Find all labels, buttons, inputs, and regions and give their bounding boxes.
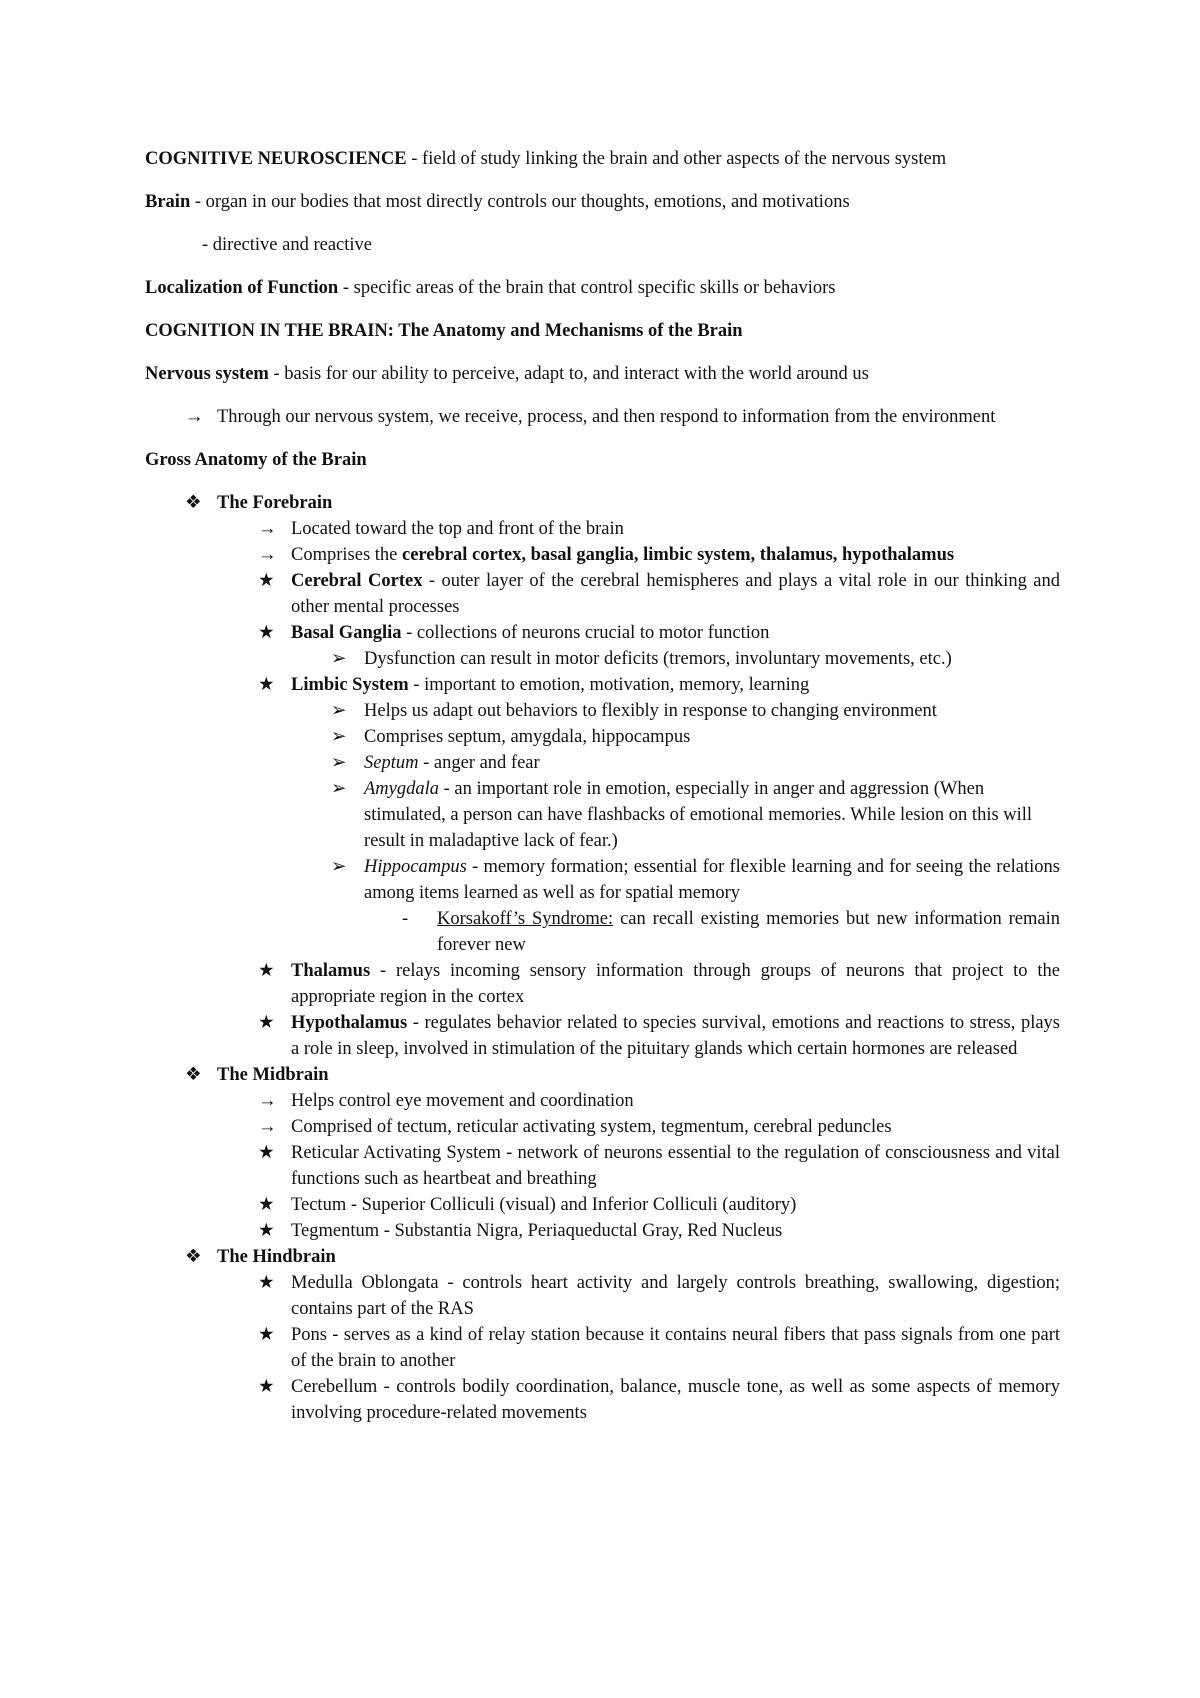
list-item xyxy=(145,646,1060,672)
localization-definition xyxy=(145,275,1060,301)
star-icon: ★ xyxy=(258,961,275,981)
list-item xyxy=(145,672,1060,698)
term: Localization of Function xyxy=(145,278,339,298)
list-item xyxy=(145,750,1060,776)
definition: - specific areas of the brain that control specific skills or behaviors xyxy=(338,278,836,298)
list-item xyxy=(145,1192,1060,1218)
term: Brain xyxy=(145,192,191,212)
list-item xyxy=(145,698,1060,724)
list-item xyxy=(145,1374,1060,1426)
list-item-text xyxy=(291,958,1060,1010)
definition: - organ in our bodies that most directly controls our thoughts, emotions, and motivations xyxy=(190,192,850,212)
list-item xyxy=(145,776,1060,854)
list-item xyxy=(145,1010,1060,1062)
definition: - regulates behavior related to species survival, emotions and reactions to stress, plays a role in sleep, involved in stimulation of the pituitary glands which certain hormones are released xyxy=(291,1013,1060,1059)
star-icon: ★ xyxy=(258,675,275,695)
star-icon: ★ xyxy=(258,1273,275,1293)
gross-anatomy-heading: Gross Anatomy of the Brain xyxy=(145,450,367,470)
list-item-text: Reticular Activating System - network of neurons essential to the regulation of consciousness and vital functions such as heartbeat and breathing xyxy=(291,1143,1060,1189)
list-item xyxy=(145,1322,1060,1374)
term: Limbic System xyxy=(291,675,409,695)
forebrain-heading xyxy=(145,490,1060,516)
section-heading: COGNITION IN THE BRAIN: The Anatomy and Mechanisms of the Brain xyxy=(145,321,743,341)
list-item xyxy=(145,568,1060,620)
list-item xyxy=(145,958,1060,1010)
diamond-icon: ❖ xyxy=(185,493,202,513)
definition: - outer layer of the cerebral hemispheres and plays a vital role in our thinking and other mental processes xyxy=(291,571,1060,617)
section-title: The Midbrain xyxy=(217,1065,329,1085)
list-item-text xyxy=(364,750,1060,776)
chevron-icon: ➢ xyxy=(331,727,347,747)
list-item-text xyxy=(291,542,1060,568)
arrow-icon: → xyxy=(258,519,277,539)
arrow-icon: → xyxy=(258,1117,277,1137)
list-item xyxy=(145,906,1060,958)
list-item-text: Helps us adapt out behaviors to flexibly in response to changing environment xyxy=(364,701,937,721)
list-item xyxy=(145,620,1060,646)
list-item-text: Comprises septum, amygdala, hippocampus xyxy=(364,727,691,747)
term: Septum xyxy=(364,753,419,773)
list-item-text: Tectum - Superior Colliculi (visual) and Inferior Colliculi (auditory) xyxy=(291,1195,797,1215)
list-item xyxy=(145,1140,1060,1192)
list-item xyxy=(145,724,1060,750)
list-item xyxy=(145,1270,1060,1322)
term: Korsakoff’s Syndrome: xyxy=(437,909,614,929)
chevron-icon: ➢ xyxy=(331,753,347,773)
term: COGNITIVE NEUROSCIENCE xyxy=(145,149,407,169)
list-item-text: Medulla Oblongata - controls heart activity and largely controls breathing, swallowing, digestion; contains part of the RAS xyxy=(291,1273,1060,1319)
star-icon: ★ xyxy=(258,1221,275,1241)
list-item xyxy=(145,542,1060,568)
diamond-icon: ❖ xyxy=(185,1065,202,1085)
list-item xyxy=(145,404,1060,430)
list-item-text: Helps control eye movement and coordination xyxy=(291,1091,634,1111)
term: Amygdala xyxy=(364,779,440,799)
arrow-icon: → xyxy=(258,1091,277,1111)
definition: - basis for our ability to perceive, adapt to, and interact with the world around us xyxy=(268,364,869,384)
term: Nervous system xyxy=(145,364,269,384)
list-item-text xyxy=(291,620,1060,646)
definition: - field of study linking the brain and other aspects of the nervous system xyxy=(406,149,947,169)
star-icon: ★ xyxy=(258,571,275,591)
star-icon: ★ xyxy=(258,1013,275,1033)
definition: - anger and fear xyxy=(418,753,540,773)
definition: - relays incoming sensory information through groups of neurons that project to the appropriate region in the cortex xyxy=(291,961,1060,1007)
definition: - important to emotion, motivation, memory, learning xyxy=(408,675,810,695)
list-item-text: Located toward the top and front of the brain xyxy=(291,519,624,539)
star-icon: ★ xyxy=(258,1325,275,1345)
list-item-text xyxy=(291,672,1060,698)
bold-text: cerebral cortex, basal ganglia, limbic system, thalamus, hypothalamus xyxy=(402,545,955,565)
definition: - an important role in emotion, especially in anger and aggression (When stimulated, a person can have flashbacks of emotional memories. While lesion on this will result in maladaptive lack of fear.) xyxy=(364,779,1033,851)
definition: - collections of neurons crucial to motor function xyxy=(401,623,770,643)
definition: can recall existing memories but new information remain forever new xyxy=(437,909,1060,955)
definition: - memory formation; essential for flexible learning and for seeing the relations among items learned as well as for spatial memory xyxy=(364,857,1060,903)
list-item xyxy=(145,1114,1060,1140)
cognitive-neuroscience-definition xyxy=(145,146,1060,172)
list-item xyxy=(145,1218,1060,1244)
list-item-text xyxy=(291,1010,1060,1062)
list-item-text: Tegmentum - Substantia Nigra, Periaqueductal Gray, Red Nucleus xyxy=(291,1221,783,1241)
text-prefix: Comprises the xyxy=(291,545,402,565)
term: Thalamus xyxy=(291,961,371,981)
chevron-icon: ➢ xyxy=(331,649,347,669)
list-item-text xyxy=(437,906,1060,958)
list-item-text xyxy=(364,776,1060,854)
list-item-text: Comprised of tectum, reticular activating system, tegmentum, cerebral peduncles xyxy=(291,1117,892,1137)
midbrain-heading xyxy=(145,1062,1060,1088)
star-icon: ★ xyxy=(258,1377,275,1397)
brain-definition xyxy=(145,189,1060,215)
term: Hippocampus xyxy=(364,857,467,877)
star-icon: ★ xyxy=(258,1143,275,1163)
section-title: The Hindbrain xyxy=(217,1247,336,1267)
term: Cerebral Cortex xyxy=(291,571,423,591)
list-item-text xyxy=(291,568,1060,620)
arrow-icon: → xyxy=(185,407,204,427)
document-page xyxy=(145,146,1060,1426)
term: Basal Ganglia xyxy=(291,623,402,643)
list-item-text: Cerebellum - controls bodily coordination, balance, muscle tone, as well as some aspects of memory involving procedure-related movements xyxy=(291,1377,1060,1423)
diamond-icon: ❖ xyxy=(185,1247,202,1267)
chevron-icon: ➢ xyxy=(331,701,347,721)
section-title: The Forebrain xyxy=(217,493,333,513)
list-item-text: Pons - serves as a kind of relay station because it contains neural fibers that pass signals from one part of the brain to another xyxy=(291,1325,1060,1371)
chevron-icon: ➢ xyxy=(331,779,347,799)
dash-icon: - xyxy=(402,909,409,929)
term: Hypothalamus xyxy=(291,1013,408,1033)
list-item-text: Dysfunction can result in motor deficits (tremors, involuntary movements, etc.) xyxy=(364,649,952,669)
hindbrain-heading xyxy=(145,1244,1060,1270)
list-item-text: Through our nervous system, we receive, process, and then respond to information from the environment xyxy=(217,407,996,427)
chevron-icon: ➢ xyxy=(331,857,347,877)
list-item xyxy=(145,854,1060,906)
star-icon: ★ xyxy=(258,623,275,643)
list-item xyxy=(145,516,1060,542)
list-item xyxy=(145,1088,1060,1114)
arrow-icon: → xyxy=(258,545,277,565)
star-icon: ★ xyxy=(258,1195,275,1215)
brain-note: - directive and reactive xyxy=(202,235,372,255)
nervous-system-definition xyxy=(145,361,1060,387)
list-item-text xyxy=(364,854,1060,906)
